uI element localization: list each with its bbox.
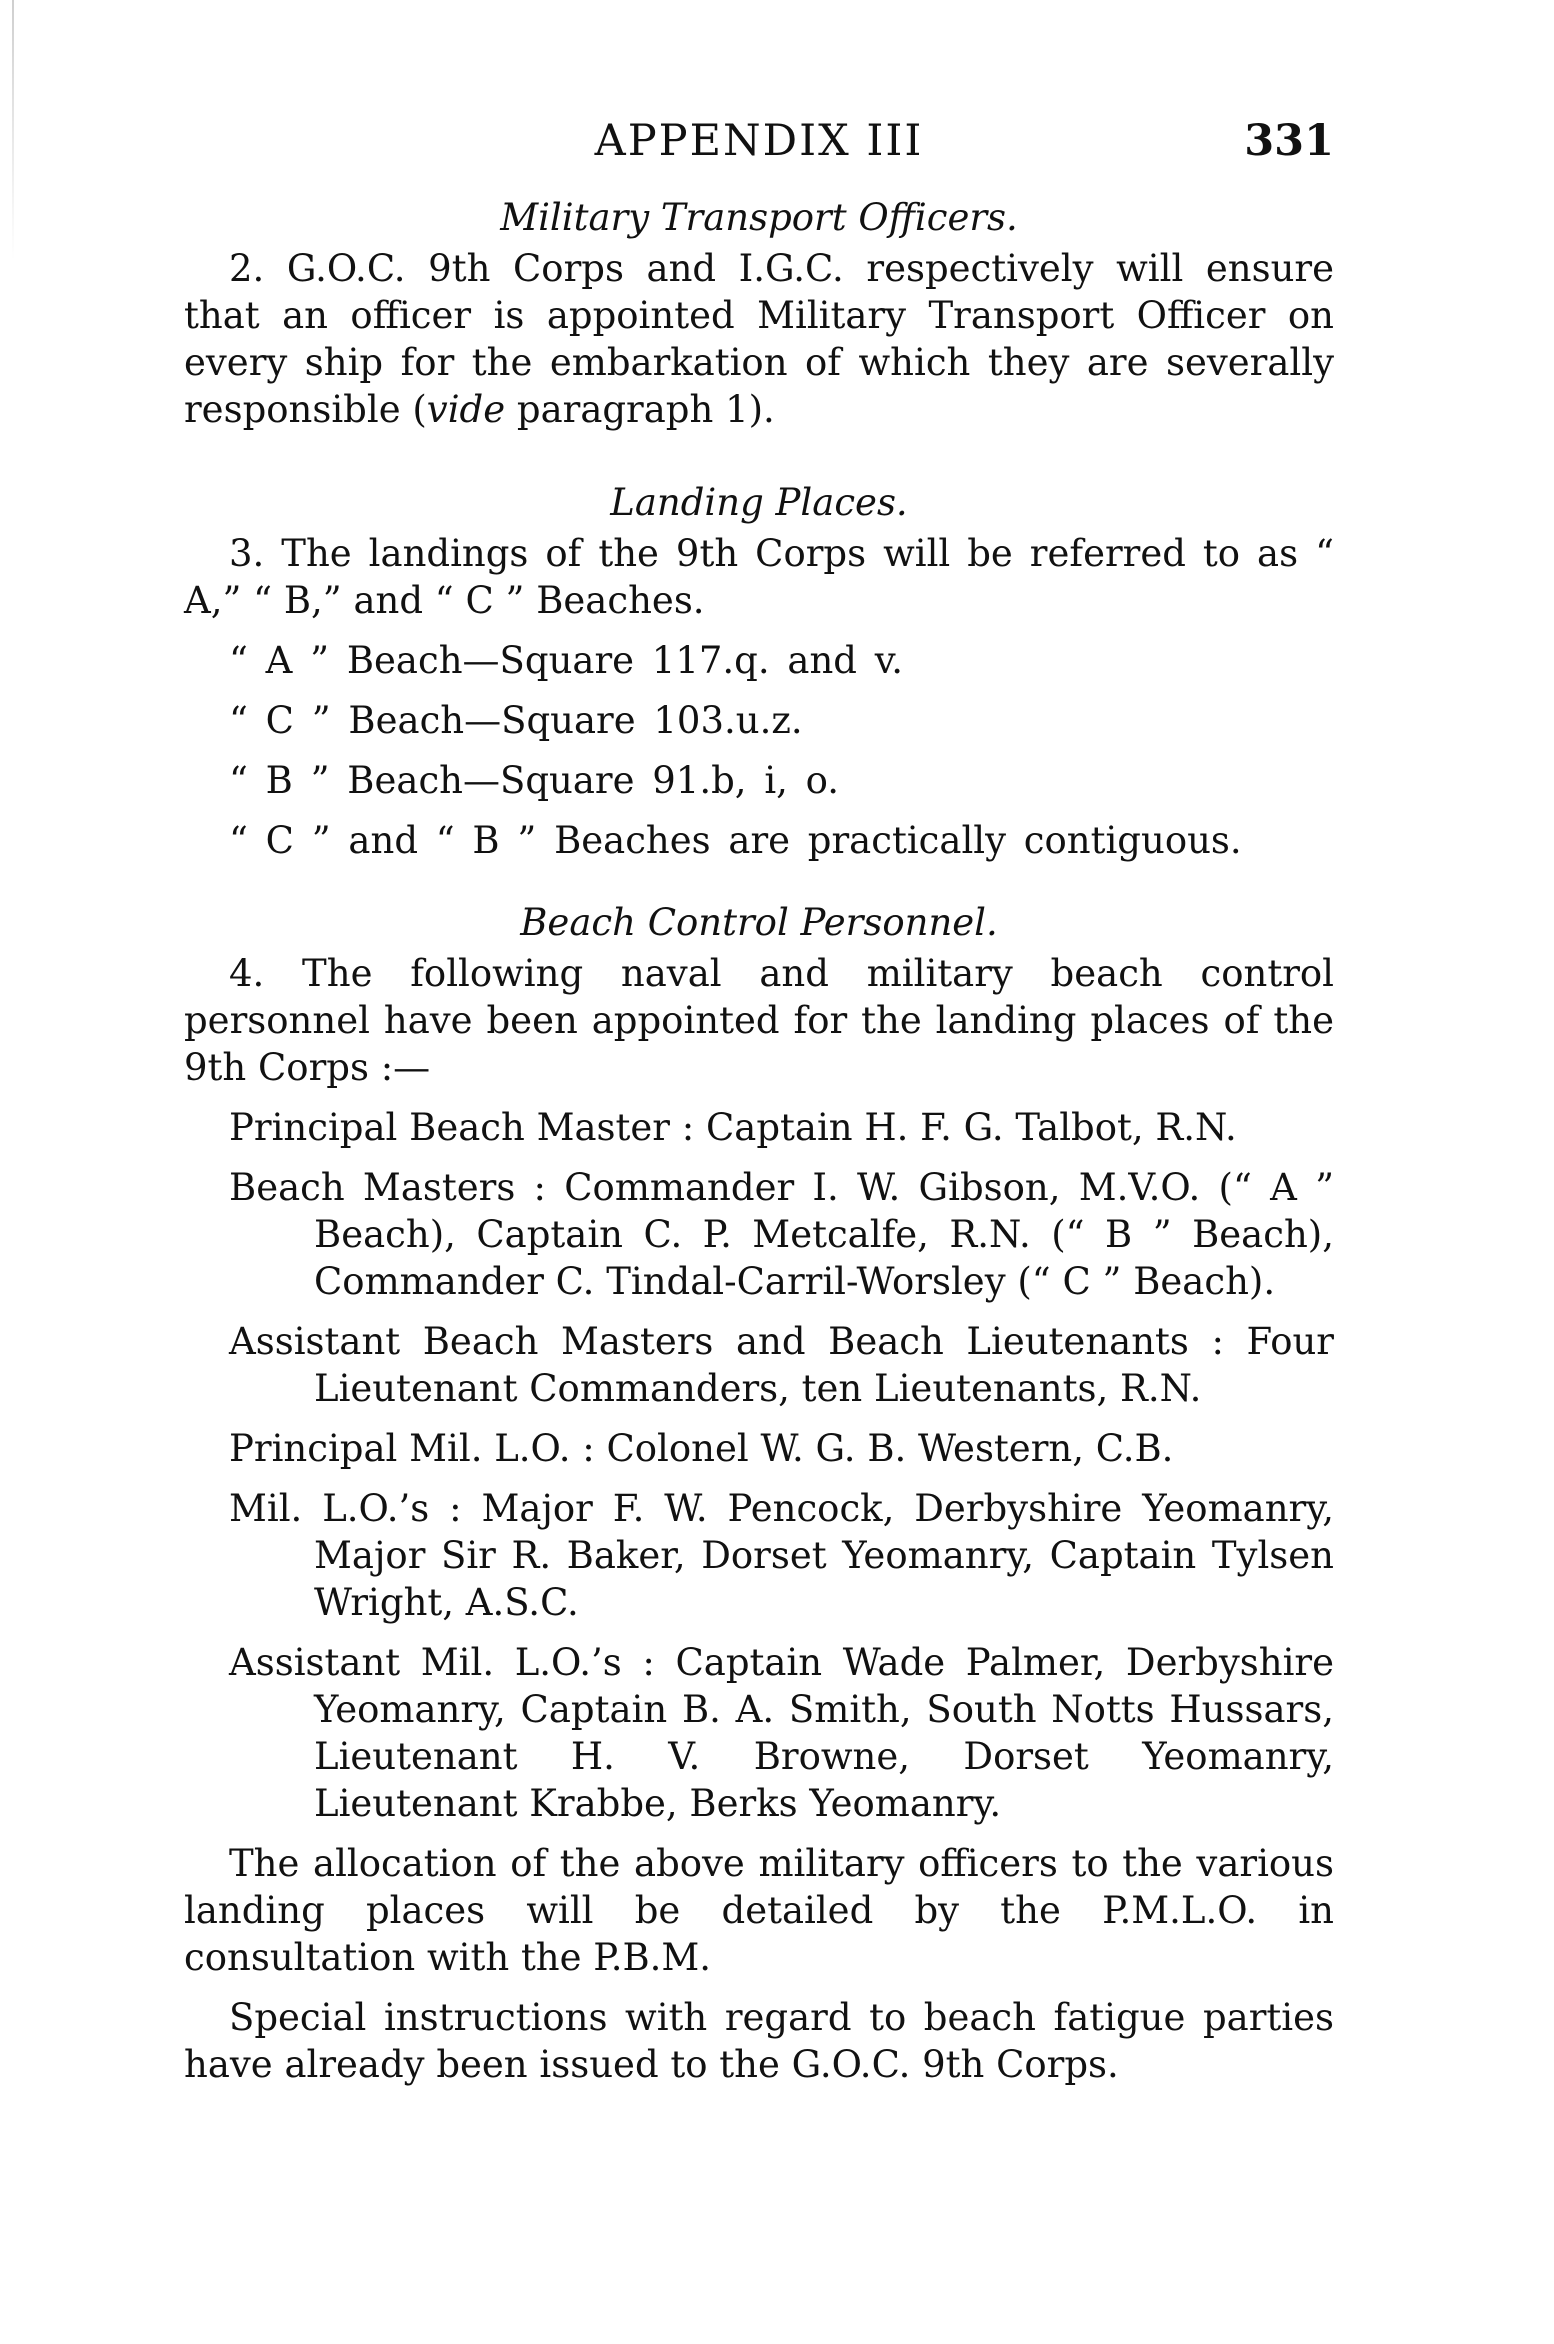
paragraph-2-end: paragraph 1).	[505, 388, 775, 431]
scan-edge-mark	[12, 0, 14, 260]
beach-line: “ C ” and “ B ” Beaches are practically contiguous.	[229, 819, 1242, 862]
personnel-list	[184, 1104, 1334, 1827]
running-title: APPENDIX III	[594, 116, 924, 166]
special-instructions-paragraph: Special instructions with regard to beach fatigue parties have already been issued to the G.O.C. 9th Corps.	[184, 1996, 1334, 2086]
personnel-entry: Mil. L.O.’s : Major F. W. Pencock, Derbyshire Yeomanry, Major Sir R. Baker, Dorset Yeomanry, Captain Tylsen Wright, A.S.C.	[229, 1487, 1334, 1624]
paragraph-2-text: 2. G.O.C. 9th Corps and I.G.C. respectively will ensure that an officer is appointed Military Transport Officer on every ship for the embarkation of which they are severally responsible (	[184, 247, 1334, 431]
page-number: 331	[1244, 116, 1334, 166]
beach-line: “ C ” Beach—Square 103.u.z.	[229, 699, 803, 742]
paragraph-2	[184, 245, 1334, 433]
heading-landing-places: Landing Places.	[610, 481, 908, 524]
heading-beach-control-personnel: Beach Control Personnel.	[520, 901, 998, 944]
allocation-paragraph: The allocation of the above military officers to the various landing places will be detailed by the P.M.L.O. in consultation with the P.B.M.	[184, 1842, 1334, 1979]
paragraph-3: 3. The landings of the 9th Corps will be referred to as “ A,” “ B,” and “ C ” Beaches.	[184, 532, 1334, 622]
personnel-entry: Principal Mil. L.O. : Colonel W. G. B. Western, C.B.	[229, 1427, 1174, 1470]
personnel-entry: Principal Beach Master : Captain H. F. G. Talbot, R.N.	[229, 1106, 1237, 1149]
heading-military-transport: Military Transport Officers.	[500, 196, 1018, 239]
personnel-entry: Assistant Mil. L.O.’s : Captain Wade Palmer, Derbyshire Yeomanry, Captain B. A. Smith, South Notts Hussars, Lieutenant H. V. Browne, Dorset Yeomanry, Lieutenant Krabbe, Berks Yeomanry.	[229, 1641, 1334, 1825]
beach-list	[184, 637, 1334, 864]
personnel-entry: Assistant Beach Masters and Beach Lieutenants : Four Lieutenant Commanders, ten Lieutenants, R.N.	[229, 1320, 1334, 1410]
paragraph-2-vide: vide	[426, 388, 506, 431]
book-page	[184, 110, 1334, 2088]
personnel-entry: Beach Masters : Commander I. W. Gibson, M.V.O. (“ A ” Beach), Captain C. P. Metcalfe, R.N. (“ B ” Beach), Commander C. Tindal-Carril-Worsley (“ C ” Beach).	[229, 1166, 1334, 1303]
running-header	[184, 110, 1334, 180]
beach-line: “ A ” Beach—Square 117.q. and v.	[229, 639, 903, 682]
paragraph-4: 4. The following naval and military beach control personnel have been appointed for the landing places of the 9th Corps :—	[184, 952, 1334, 1089]
beach-line: “ B ” Beach—Square 91.b, i, o.	[229, 759, 840, 802]
